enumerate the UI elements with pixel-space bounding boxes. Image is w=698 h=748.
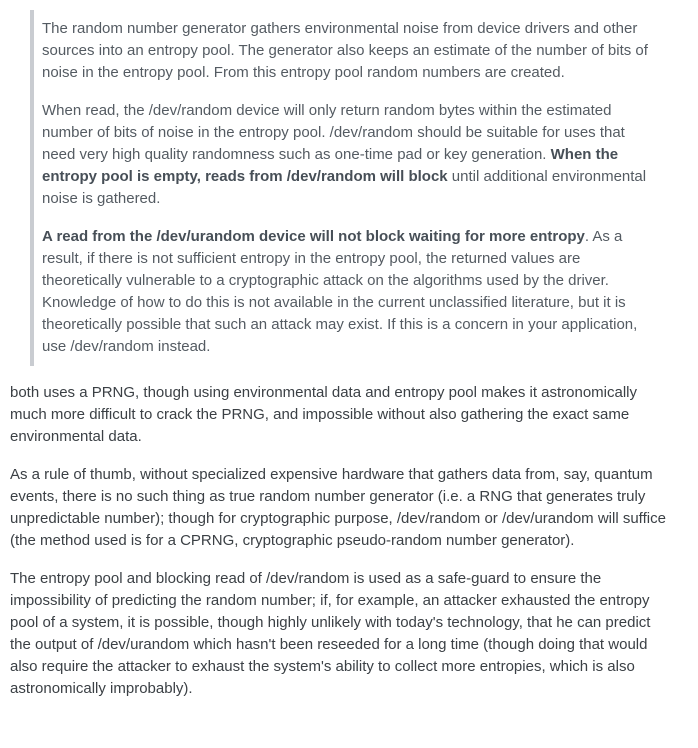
bold-text-run: A read from the /dev/urandom device will not block waiting for more entropy bbox=[42, 228, 585, 245]
text-run: . As a result, if there is not sufficient entropy in the entropy pool, the returned values are theoretically vulnerable to a cryptographic attack on the algorithms used by the driver. Knowledge of how to do this is not available in the current unclassified literature, but it is theoretically possible that such an attack may exist. If this is a concern in your application, use /dev/random instead. bbox=[42, 228, 638, 355]
answer-paragraphs bbox=[10, 382, 674, 700]
text-run: The random number generator gathers environmental noise from device drivers and other sources into an entropy pool. The generator also keeps an estimate of the number of bits of noise in the entropy pool. From this entropy pool random numbers are created. bbox=[42, 20, 648, 81]
answer-paragraph: The entropy pool and blocking read of /dev/random is used as a safe-guard to ensure the impossibility of predicting the random number; if, for example, an attacker exhausted the entropy pool of a system, it is possible, though highly unlikely with today's technology, that he can predict the output of /dev/urandom which hasn't been reseeded for a long time (though doing that would also require the attacker to exhaust the system's ability to collect more entropies, which is also astronomically improbably). bbox=[10, 570, 651, 697]
quote-paragraphs bbox=[42, 18, 650, 358]
text-run: When read, the /dev/random device will only return random bytes within the estimated number of bits of noise in the entropy pool. /dev/random should be suitable for uses that need very high quality randomness such as one-time pad or key generation. bbox=[42, 102, 625, 163]
answer-paragraph: both uses a PRNG, though using environmental data and entropy pool makes it astronomically much more difficult to crack the PRNG, and impossible without also gathering the exact same environmental data. bbox=[10, 384, 638, 445]
quote-paragraph bbox=[42, 18, 650, 84]
quote-block bbox=[30, 10, 674, 366]
text-run: until additional environmental noise is gathered. bbox=[42, 168, 647, 207]
quote-paragraph bbox=[42, 226, 650, 358]
answer-paragraph: As a rule of thumb, without specialized expensive hardware that gathers data from, say, quantum events, there is no such thing as true random number generator (i.e. a RNG that generates truly unpredictable number); though for cryptographic purpose, /dev/random or /dev/urandom will suffice (the method used is for a CPRNG, cryptographic pseudo-random number generator). bbox=[10, 466, 666, 549]
bold-text-run: When the entropy pool is empty, reads from /dev/random will block bbox=[42, 146, 619, 185]
quote-paragraph bbox=[42, 100, 650, 210]
